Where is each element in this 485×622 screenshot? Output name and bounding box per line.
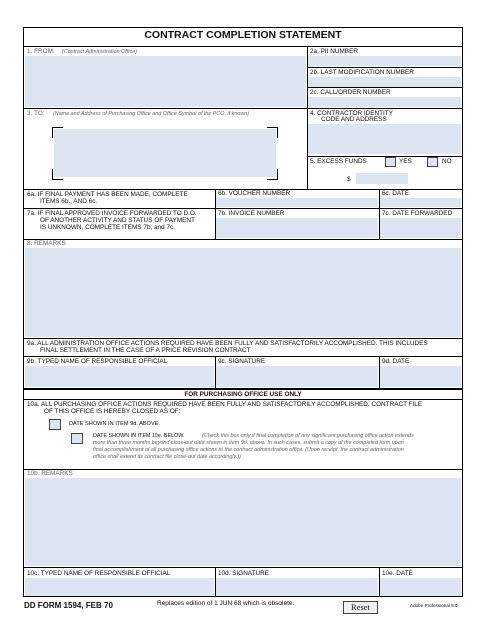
contractor-code-label: CODE AND ADDRESS (321, 116, 387, 123)
date-6c-label: 6c. DATE (382, 190, 409, 197)
call-order-label: 2c. CALL/ORDER NUMBER (310, 89, 391, 96)
divider (24, 338, 462, 339)
date-10e-field[interactable] (380, 578, 461, 596)
typed-name-9b-label: 9b. TYPED NAME OF RESPONSIBLE OFFICIAL (27, 358, 168, 365)
option-9d-checkbox[interactable] (49, 419, 61, 430)
typed-name-9b-field[interactable] (25, 366, 214, 387)
date-6c-field[interactable] (380, 198, 461, 207)
purchasing-statement: 10a. ALL PURCHASING OFFICE ACTIONS REQUIRED HAVE BEEN FULLY AND SATISFACTORILY ACCOMPLISHED. CONTRACT FILE (27, 401, 423, 408)
final-payment-label: 6a. IF FINAL PAYMENT HAS BEEN MADE, COMPLETE (27, 191, 188, 198)
divider (24, 388, 462, 390)
divider (24, 399, 462, 400)
option-10e-note-cont: more than three months beyond close-out date shown in item 9d. above. In such cases, submit a copy of the completed form upon (93, 440, 404, 446)
divider (24, 469, 462, 470)
option-9d-label: DATE SHOWN IN ITEM 9d. ABOVE. (69, 421, 160, 427)
excess-funds-label: 5. EXCESS FUNDS (310, 158, 367, 165)
date-9d-field[interactable] (380, 366, 461, 387)
from-field[interactable] (25, 56, 306, 107)
final-payment-label-cont: ITEMS 6b., AND 6c. (40, 198, 98, 205)
voucher-number-label: 6b. VOUCHER NUMBER (218, 190, 291, 197)
divider (24, 239, 462, 240)
corner-mark (267, 127, 278, 138)
call-order-field[interactable] (308, 97, 461, 107)
form-id: DD FORM 1594, FEB 70 (24, 601, 113, 610)
divider (24, 208, 462, 209)
date-10e-label: 10e. DATE (382, 570, 413, 577)
date-forwarded-label: 7c. DATE FORWARDED (382, 210, 453, 217)
divider (24, 356, 462, 357)
producer-note: Adobe Professional 8.0 (410, 603, 458, 608)
corner-mark (52, 169, 63, 180)
divider (24, 46, 462, 47)
admin-statement: 9a. ALL ADMINISTRATION OFFICE ACTIONS REQUIRED HAVE BEEN FULLY AND SATISFACTORILY ACCOMPLISHED. THIS INCLUDES (27, 340, 428, 347)
pii-number-field[interactable] (308, 56, 461, 66)
to-label: 3. TO: (27, 110, 45, 117)
to-hint: (Name and Address of Purchasing Office and Office Symbol of the PCO, if known) (53, 111, 250, 117)
signature-9c-field[interactable] (216, 366, 378, 387)
remarks-8-label: 8. REMARKS (27, 240, 66, 247)
corner-mark (52, 127, 63, 138)
last-modification-label: 2b. LAST MODIFICATION NUMBER (310, 69, 414, 76)
invoice-forwarded-label: 7a. IF FINAL APPROVED INVOICE FORWARDED TO D.O. (27, 210, 197, 217)
last-modification-field[interactable] (308, 77, 461, 87)
from-label: 1. FROM: (27, 48, 55, 55)
date-9d-label: 9d. DATE (382, 358, 410, 365)
divider (307, 87, 462, 88)
invoice-forwarded-label-cont2: IS UNKNOWN, COMPLETE ITEMS 7b, and 7c. (40, 224, 175, 231)
option-10e-checkbox[interactable] (71, 433, 83, 444)
corner-mark (267, 169, 278, 180)
option-10e-note: (Check this box only if final completion of any significant purchasing office action extends (202, 433, 414, 439)
invoice-number-field[interactable] (216, 218, 378, 238)
remarks-10b-label: 10b. REMARKS (27, 470, 73, 477)
signature-10d-field[interactable] (216, 578, 378, 596)
remarks-10b-field[interactable] (25, 478, 461, 566)
reset-button[interactable]: Reset (343, 601, 378, 614)
option-10e-note-cont2: final accomplishment of all purchasing office actions to the contract administration office. (Upon receipt, the contract administration (93, 447, 404, 453)
voucher-number-field[interactable] (216, 198, 378, 207)
option-10e-label: DATE SHOWN IN ITEM 10e. BELOW. (93, 433, 185, 439)
invoice-forwarded-label-cont: OF ANOTHER ACTIVITY AND STATUS OF PAYMENT (40, 217, 195, 224)
divider (24, 108, 462, 109)
invoice-number-label: 7b. INVOICE NUMBER (218, 210, 285, 217)
yes-label: YES (399, 158, 412, 165)
signature-10d-label: 10d. SIGNATURE (218, 570, 270, 577)
purchasing-statement-cont: OF THIS OFFICE IS HEREBY CLOSED AS OF: (44, 408, 181, 415)
remarks-8-field[interactable] (25, 248, 461, 337)
pii-number-label: 2a. PII NUMBER (310, 48, 358, 55)
excess-no-checkbox[interactable] (427, 157, 438, 167)
replaces-note: Replaces edition of 1 JUN 68 which is obsolete. (157, 600, 295, 607)
divider (24, 567, 462, 568)
contract-completion-form (23, 27, 463, 597)
form-title: CONTRACT COMPLETION STATEMENT (144, 29, 342, 41)
date-forwarded-field[interactable] (380, 218, 461, 238)
purchasing-header: FOR PURCHASING OFFICE USE ONLY (184, 391, 302, 398)
contractor-identity-label: 4. CONTRACTOR IDENTITY (310, 110, 393, 117)
signature-9c-label: 9c. SIGNATURE (218, 358, 266, 365)
excess-yes-checkbox[interactable] (385, 157, 396, 167)
typed-name-10c-label: 10c. TYPED NAME OF RESPONSIBLE OFFICIAL (27, 570, 171, 577)
to-address-field[interactable] (54, 129, 276, 177)
admin-statement-cont: FINAL SETTLEMENT IN THE CASE OF A PRICE REVISION CONTRACT (40, 347, 251, 354)
divider (307, 67, 462, 68)
excess-amount-field[interactable] (356, 173, 408, 184)
dollar-sign: $ (347, 176, 351, 183)
from-hint: (Contract Administration Office) (62, 49, 137, 55)
option-10e-note-cont3: office shall extend its contract file close-out date accordingly.)) (93, 454, 241, 460)
typed-name-10c-field[interactable] (25, 578, 214, 596)
no-label: NO (442, 158, 452, 165)
contractor-field[interactable] (308, 124, 461, 154)
